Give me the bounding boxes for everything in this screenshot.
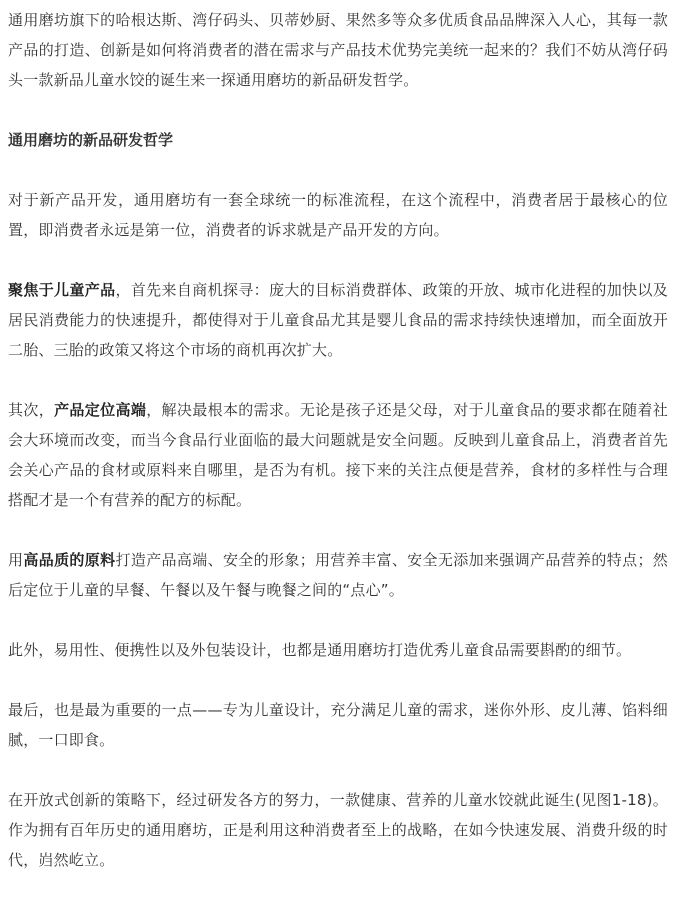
intro-paragraph: [8, 5, 668, 95]
paragraph-positioning-prefix: 其次，: [8, 401, 55, 419]
paragraph-spacer: [8, 605, 668, 635]
paragraph-spacer: [8, 665, 668, 695]
paragraph-materials-text: 打造产品高端、安全的形象；用营养丰富、安全无添加来强调产品营养的特点；然后定位于儿童的早餐、午餐以及午餐与晚餐之间的“点心”。: [8, 551, 669, 599]
paragraph-usability-text: 此外，易用性、便携性以及外包装设计，也都是通用磨坊打造优秀儿童食品需要斟酌的细节。: [8, 641, 632, 659]
bold-children-product: 聚焦于儿童产品: [8, 281, 116, 299]
paragraph-children-focus: [8, 275, 668, 365]
paragraph-spacer: [8, 95, 668, 125]
paragraph-materials: [8, 545, 668, 605]
paragraph-design-for-kids: [8, 695, 668, 755]
paragraph-process: [8, 185, 668, 245]
paragraph-spacer: [8, 365, 668, 395]
paragraph-usability: [8, 635, 668, 665]
paragraph-design-for-kids-text: 最后，也是最为重要的一点——专为儿童设计，充分满足儿童的需求，迷你外形、皮儿薄、馅料细腻，一口即食。: [8, 701, 668, 749]
paragraph-process-text: 对于新产品开发，通用磨坊有一套全球统一的标准流程，在这个流程中，消费者居于最核心的位置，即消费者永远是第一位，消费者的诉求就是产品开发的方向。: [8, 191, 668, 239]
paragraph-materials-prefix: 用: [8, 551, 24, 569]
intro-text: 通用磨坊旗下的哈根达斯、湾仔码头、贝蒂妙厨、果然多等众多优质食品品牌深入人心，其每一款产品的打造、创新是如何将消费者的潜在需求与产品技术优势完美统一起来的？我们不妨从湾仔码头一款新品儿童水饺的诞生来一探通用磨坊的新品研发哲学。: [8, 11, 668, 89]
paragraph-spacer: [8, 755, 668, 785]
paragraph-conclusion: [8, 785, 668, 875]
paragraph-conclusion-text: 在开放式创新的策略下，经过研发各方的努力，一款健康、营养的儿童水饺就此诞生(见图1-18)。作为拥有百年历史的通用磨坊，正是利用这种消费者至上的战略，在如今快速发展、消费升级的时代，岿然屹立。: [8, 791, 668, 869]
section-heading: 通用磨坊的新品研发哲学: [8, 131, 174, 149]
bold-high-quality-materials: 高品质的原料: [23, 551, 116, 569]
paragraph-positioning-text: ，解决最根本的需求。无论是孩子还是父母，对于儿童食品的要求都在随着社会大环境而改变，而当今食品行业面临的最大问题就是安全问题。反映到儿童食品上，消费者首先会关心产品的食材或原料来自哪里，是否为有机。接下来的关注点便是营养，食材的多样性与合理搭配才是一个有营养的配方的标配。: [8, 401, 668, 509]
paragraph-positioning: [8, 395, 668, 515]
paragraph-children-focus-text: ，首先来自商机探寻：庞大的目标消费群体、政策的开放、城市化进程的加快以及居民消费能力的快速提升，都使得对于儿童食品尤其是婴儿食品的需求持续快速增加，而全面放开二胎、三胎的政策又将这个市场的商机再次扩大。: [8, 281, 668, 359]
paragraph-spacer: [8, 155, 668, 185]
paragraph-spacer: [8, 515, 668, 545]
paragraph-spacer: [8, 245, 668, 275]
bold-high-end-positioning: 产品定位高端: [54, 401, 147, 419]
